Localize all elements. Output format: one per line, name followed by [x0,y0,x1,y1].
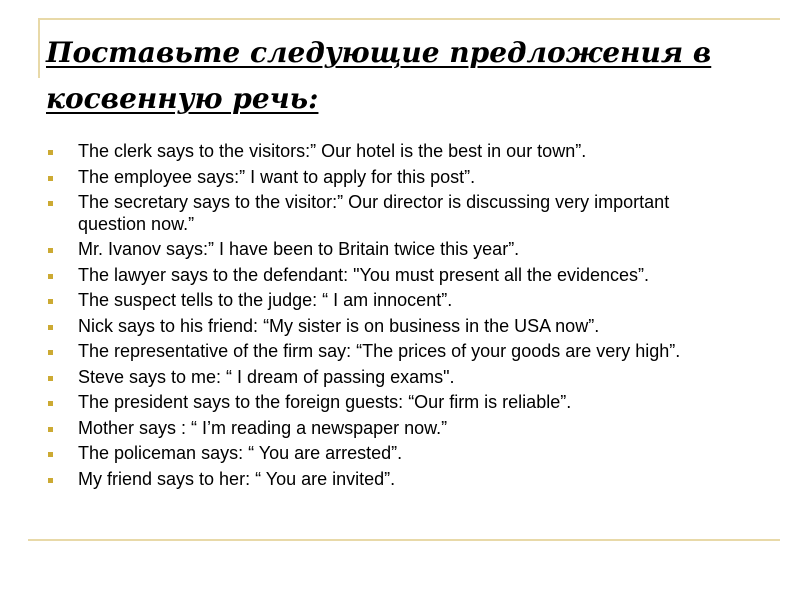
list-item-text: The representative of the firm say: “The prices of your goods are very high”. [78,341,681,361]
list-item [46,167,736,189]
list-item [46,443,736,465]
list-item [46,418,736,440]
square-bullet-icon [48,478,53,483]
square-bullet-icon [48,325,53,330]
list-item-text: The lawyer says to the defendant: "You must present all the evidences”. [78,264,650,285]
square-bullet-icon [48,452,53,457]
square-bullet-icon [48,401,53,406]
top-decorative-rule [38,18,780,20]
list-item-text: The clerk says to the visitors:” Our hotel is the best in our town”. [78,141,587,161]
list-item [46,341,736,363]
bottom-decorative-rule [28,539,780,541]
list-item-text: The suspect tells to the judge: “ I am innocent”. [78,290,453,310]
square-bullet-icon [48,248,53,253]
list-item [46,367,736,389]
square-bullet-icon [48,150,53,155]
square-bullet-icon [48,299,53,304]
square-bullet-icon [48,376,53,381]
square-bullet-icon [48,176,53,181]
list-item [46,290,736,312]
list-item [46,192,736,235]
left-decorative-rule [38,18,40,78]
list-item [46,392,736,414]
square-bullet-icon [48,427,53,432]
list-item [46,141,736,163]
list-item-text: Nick says to his friend: “My sister is on business in the USA now”. [78,315,600,336]
square-bullet-icon [48,201,53,206]
list-item-text: The employee says:” I want to apply for this post”. [78,166,476,187]
list-item [46,316,736,338]
list-item-text: Mother says : “ I’m reading a newspaper now.” [78,417,448,438]
slide-title: Поставьте следующие предложения в косвенную речь: [46,36,712,115]
square-bullet-icon [48,274,53,279]
list-item-text: The president says to the foreign guests: “Our firm is reliable”. [78,392,572,412]
list-item [46,265,736,287]
square-bullet-icon [48,350,53,355]
list-item-text: The secretary says to the visitor:” Our director is discussing very important question now.” [78,192,670,234]
list-item-text: Mr. Ivanov says:” I have been to Britain twice this year”. [78,239,520,259]
list-item-text: Steve says to me: “ I dream of passing exams". [78,366,455,387]
sentence-list [46,141,736,494]
list-item-text: The policeman says: “ You are arrested”. [78,443,403,463]
list-item [46,469,736,491]
list-item-text: My friend says to her: “ You are invited”. [78,468,396,489]
list-item [46,239,736,261]
